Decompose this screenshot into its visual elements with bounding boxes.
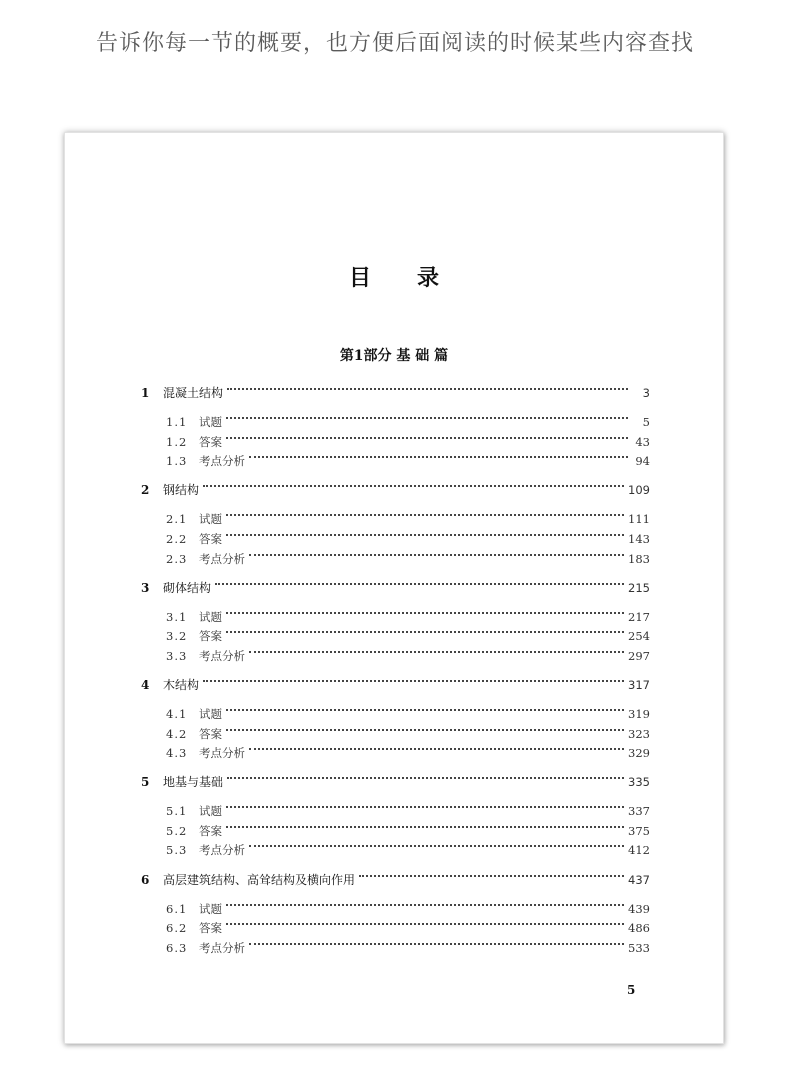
- dot-leader: [226, 923, 624, 925]
- section-number: 4.1: [166, 706, 188, 721]
- toc-section-entry: [166, 412, 650, 432]
- section-number: 5.2: [166, 823, 188, 838]
- toc-section-entry: [166, 451, 650, 471]
- section-title: 考点分析: [199, 551, 245, 566]
- dot-leader: [249, 748, 624, 750]
- toc-section-entry: [166, 743, 650, 763]
- chapter-page-number: 437: [628, 872, 650, 887]
- section-page-number: 217: [628, 609, 650, 624]
- toc-chapter-entry: [141, 480, 650, 500]
- dot-leader: [249, 943, 624, 945]
- chapter-title: 木结构: [163, 677, 200, 692]
- section-number: 5.3: [166, 843, 188, 858]
- section-page-number: 486: [628, 921, 650, 936]
- dot-leader: [226, 514, 624, 516]
- dot-leader: [249, 456, 628, 458]
- toc-section-entry: [166, 529, 650, 549]
- section-page-number: 533: [628, 940, 650, 955]
- dot-leader: [226, 437, 628, 439]
- toc-section-entry: [166, 801, 650, 821]
- section-title: 考点分析: [199, 454, 245, 469]
- dot-leader: [226, 709, 624, 711]
- section-title: 试题: [199, 415, 222, 429]
- section-title: 试题: [199, 512, 222, 527]
- dot-leader: [215, 583, 624, 585]
- dot-leader: [203, 485, 624, 487]
- section-page-number: 183: [628, 551, 650, 566]
- toc-title: [65, 261, 723, 292]
- section-number: 1.2: [166, 434, 188, 449]
- toc-section-entry: [166, 918, 650, 938]
- dot-leader: [226, 612, 624, 614]
- dot-leader: [359, 875, 624, 877]
- page-number: 5: [627, 983, 636, 997]
- section-page-number: 111: [628, 512, 650, 527]
- toc-section-entry: [166, 821, 650, 841]
- chapter-number: 4: [141, 677, 150, 692]
- section-title: 试题: [199, 706, 222, 721]
- dot-leader: [203, 680, 624, 682]
- section-title: 试题: [199, 804, 222, 819]
- dot-leader: [249, 554, 624, 556]
- chapter-page-number: 3: [642, 386, 650, 400]
- section-title: 答案: [199, 434, 222, 449]
- chapter-number: 6: [141, 872, 150, 887]
- page-caption: 告诉你每一节的概要，也方便后面阅读的时候某些内容查找: [95, 31, 694, 56]
- section-title: 考点分析: [199, 940, 245, 955]
- toc-section-entry: [166, 899, 650, 919]
- dot-leader: [227, 388, 628, 390]
- section-title: 试题: [199, 609, 222, 624]
- dot-leader: [227, 777, 624, 779]
- dot-leader: [226, 826, 624, 828]
- chapter-title: 混凝土结构: [163, 386, 224, 400]
- section-number: 5.1: [166, 804, 188, 819]
- section-number: 3.1: [166, 609, 188, 624]
- toc-section-entry: [166, 432, 650, 452]
- toc-chapter-entry: [141, 383, 650, 403]
- section-page-number: 337: [628, 804, 650, 819]
- chapter-number: 3: [141, 580, 150, 595]
- toc-chapter-entry: [141, 675, 650, 695]
- book-page: [64, 132, 724, 1044]
- dot-leader: [226, 904, 624, 906]
- section-title: 考点分析: [199, 746, 245, 761]
- section-number: 2.2: [166, 531, 188, 546]
- dot-leader: [249, 845, 624, 847]
- section-page-number: 5: [642, 415, 650, 429]
- chapter-title: 高层建筑结构、高耸结构及横向作用: [163, 872, 356, 887]
- chapter-page-number: 335: [628, 775, 650, 790]
- section-title: 答案: [199, 726, 222, 741]
- section-page-number: 319: [628, 706, 650, 721]
- dot-leader: [226, 806, 624, 808]
- toc-chapter-entry: [141, 870, 650, 890]
- chapter-title: 钢结构: [163, 483, 200, 498]
- section-page-number: 375: [628, 823, 650, 838]
- toc-section-entry: [166, 607, 650, 627]
- section-number: 6.2: [166, 921, 188, 936]
- section-number: 1.1: [166, 415, 188, 429]
- chapter-page-number: 317: [628, 677, 650, 692]
- section-title: 答案: [199, 921, 222, 936]
- chapter-title: 地基与基础: [163, 775, 224, 790]
- section-title: 考点分析: [199, 843, 245, 858]
- dot-leader: [249, 651, 624, 653]
- toc-section-entry: [166, 704, 650, 724]
- section-page-number: 143: [628, 531, 650, 546]
- toc-chapter-entry: [141, 578, 650, 598]
- toc-title-left: 目: [348, 266, 371, 291]
- section-page-number: 94: [635, 454, 650, 469]
- toc-section-entry: [166, 724, 650, 744]
- section-number: 6.1: [166, 901, 188, 916]
- toc-section-entry: [166, 509, 650, 529]
- toc-section-entry: [166, 646, 650, 666]
- section-page-number: 43: [635, 434, 650, 449]
- section-number: 3.2: [166, 629, 188, 644]
- section-title: 答案: [199, 823, 222, 838]
- section-number: 2.3: [166, 551, 188, 566]
- toc-section-entry: [166, 626, 650, 646]
- section-title: 考点分析: [199, 648, 245, 663]
- dot-leader: [226, 417, 628, 419]
- toc-section-entry: [166, 938, 650, 958]
- section-page-number: 439: [628, 901, 650, 916]
- chapter-title: 砌体结构: [163, 580, 212, 595]
- section-title: 答案: [199, 531, 222, 546]
- section-title: 答案: [199, 629, 222, 644]
- chapter-page-number: 109: [628, 483, 650, 498]
- dot-leader: [226, 631, 624, 633]
- section-page-number: 254: [628, 629, 650, 644]
- chapter-page-number: 215: [628, 580, 650, 595]
- section-page-number: 323: [628, 726, 650, 741]
- toc-title-right: 录: [417, 266, 440, 291]
- section-number: 4.2: [166, 726, 188, 741]
- toc-section-entry: [166, 840, 650, 860]
- dot-leader: [226, 729, 624, 731]
- chapter-number: 5: [141, 775, 150, 790]
- section-number: 2.1: [166, 512, 188, 527]
- section-number: 6.3: [166, 940, 188, 955]
- toc-section-entry: [166, 549, 650, 569]
- chapter-number: 1: [141, 386, 150, 400]
- chapter-number: 2: [141, 483, 150, 498]
- section-number: 4.3: [166, 746, 188, 761]
- section-page-number: 329: [628, 746, 650, 761]
- section-number: 1.3: [166, 454, 188, 469]
- toc-chapter-entry: [141, 772, 650, 792]
- section-title: 试题: [199, 901, 222, 916]
- part-heading: 第1部分 基 础 篇: [339, 348, 449, 364]
- section-number: 3.3: [166, 648, 188, 663]
- section-page-number: 297: [628, 648, 650, 663]
- section-page-number: 412: [628, 843, 650, 858]
- dot-leader: [226, 534, 624, 536]
